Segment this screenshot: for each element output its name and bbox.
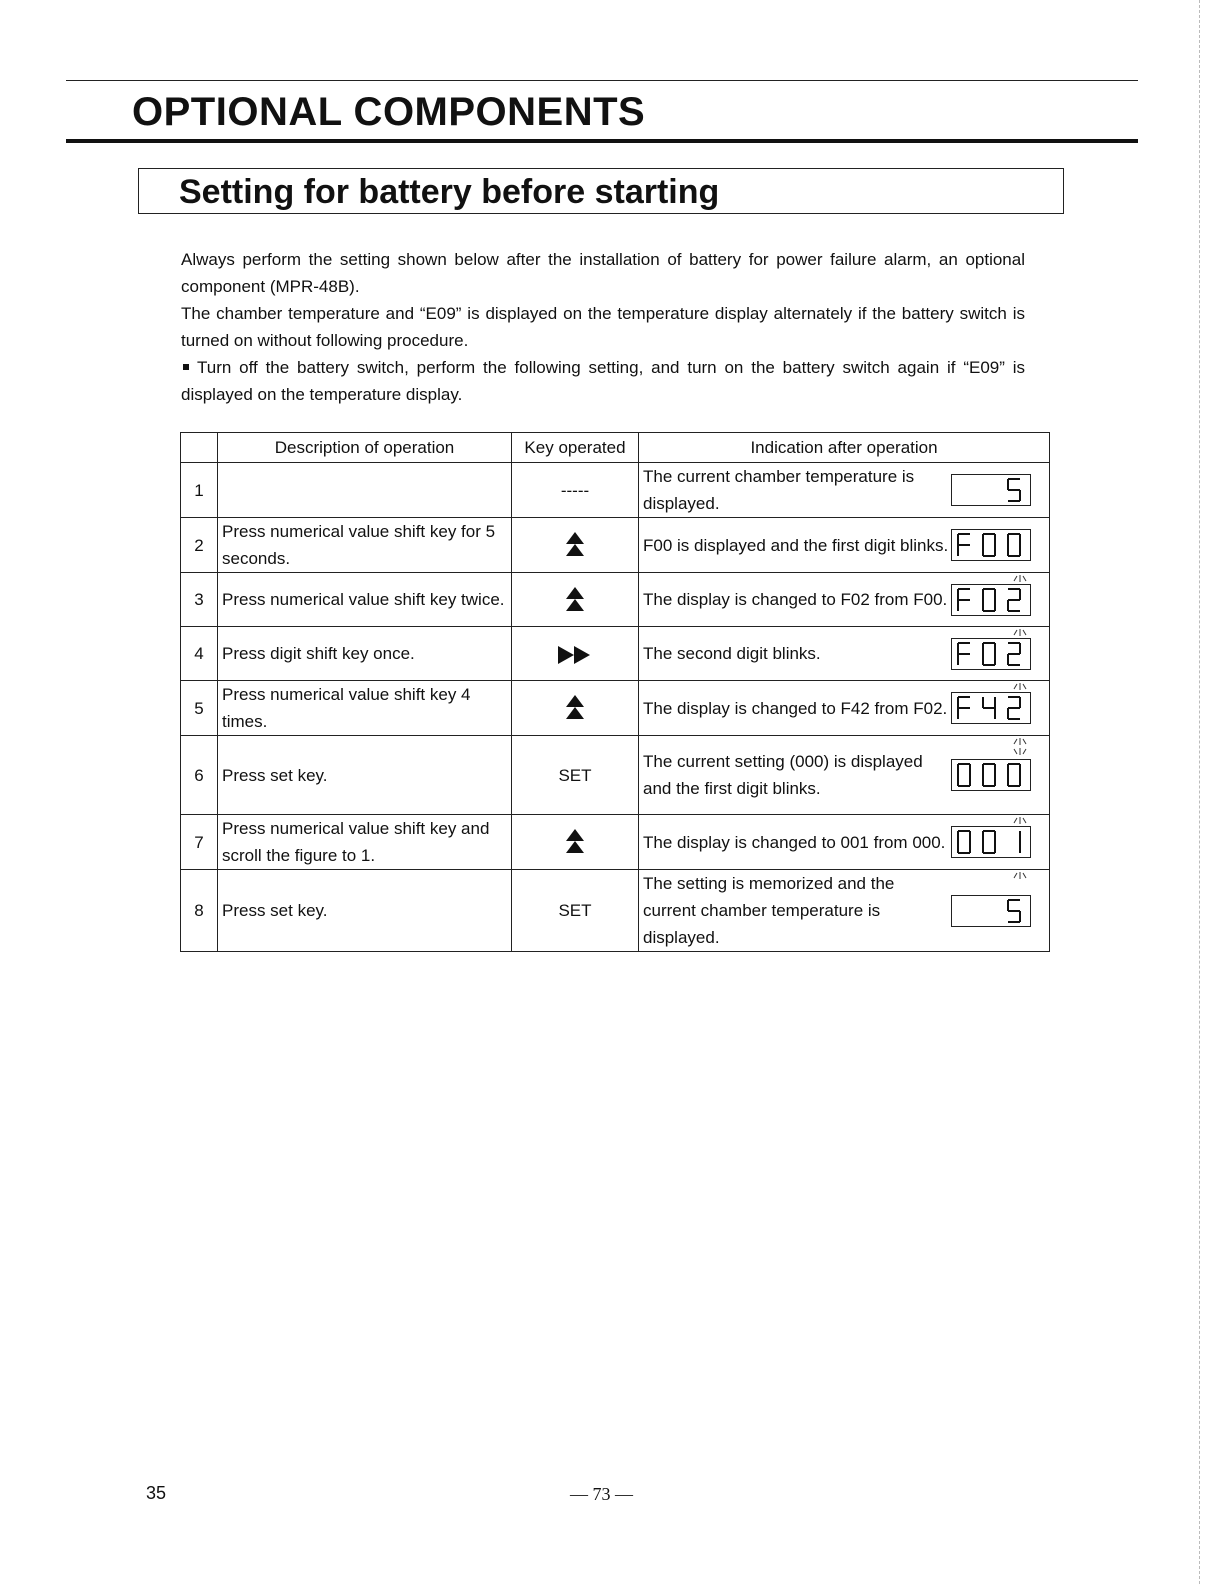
blink-indicator-icon <box>1011 816 1029 824</box>
table-row <box>181 815 1050 870</box>
blink-indicator-icon <box>1011 671 1029 679</box>
row-indication <box>639 681 1050 736</box>
indication-text: The setting is memorized and the current chamber temperature is displayed. <box>643 874 895 947</box>
indication-text: The display is changed to F42 from F02. <box>643 698 948 718</box>
page-number-center: — 73 — <box>570 1484 633 1504</box>
table-body <box>181 463 1050 952</box>
row-key <box>512 681 639 736</box>
table-row <box>181 518 1050 573</box>
row-key <box>512 518 639 573</box>
header-num <box>181 433 218 463</box>
up-arrow-icon <box>564 534 586 553</box>
blink-indicator-icon <box>1011 563 1029 571</box>
subtitle: Setting for battery before starting <box>179 173 720 211</box>
subtitle-box <box>138 168 1064 214</box>
lcd-display <box>951 895 1031 927</box>
row-key <box>512 463 639 518</box>
row-description: Press set key. <box>218 736 512 815</box>
lcd-display <box>951 584 1031 616</box>
row-key <box>512 815 639 870</box>
header-rule-top <box>66 80 1138 81</box>
row-indication <box>639 463 1050 518</box>
bullet-icon <box>183 364 189 370</box>
intro-text <box>181 246 1025 408</box>
indication-text: F00 is displayed and the first digit blinks. <box>643 535 949 555</box>
row-description <box>218 463 512 518</box>
indication-text: The display is changed to F02 from F00. <box>643 590 948 609</box>
intro-paragraph-1: Always perform the setting shown below after the installation of battery for power failure alarm, an optional component (MPR-48B). <box>181 250 1025 296</box>
row-description: Press numerical value shift key and scroll the figure to 1. <box>218 815 512 870</box>
page-number-left: 35 <box>146 1483 167 1503</box>
blink-indicator-icon <box>1011 860 1029 868</box>
scan-edge-line <box>1199 0 1200 1584</box>
key-label: SET <box>558 901 592 920</box>
row-number: 3 <box>181 573 218 627</box>
key-label: SET <box>558 765 592 785</box>
blink-indicator-icon <box>1011 805 1029 813</box>
row-indication <box>639 573 1050 627</box>
row-indication <box>639 518 1050 573</box>
row-description: Press set key. <box>218 870 512 952</box>
table-row <box>181 463 1050 518</box>
intro-bullet-text: Turn off the battery switch, perform the following setting, and turn on the battery switch again if “E09” is displayed on the temperature display. <box>181 358 1025 404</box>
lcd-display <box>951 529 1031 561</box>
row-description: Press numerical value shift key for 5 seconds. <box>218 518 512 573</box>
indication-text: The second digit blinks. <box>643 644 821 663</box>
section-title: OPTIONAL COMPONENTS <box>132 90 646 134</box>
row-description: Press digit shift key once. <box>218 627 512 681</box>
lcd-display <box>951 474 1031 506</box>
row-indication <box>639 627 1050 681</box>
table-row <box>181 870 1050 952</box>
row-description: Press numerical value shift key twice. <box>218 573 512 627</box>
row-number: 5 <box>181 681 218 736</box>
table-row <box>181 681 1050 736</box>
blink-indicator-icon <box>1011 737 1029 745</box>
row-indication <box>639 736 1050 815</box>
header-key: Key operated <box>512 433 639 463</box>
up-arrow-icon <box>564 697 586 716</box>
row-number: 6 <box>181 736 218 815</box>
key-label: ----- <box>560 480 590 500</box>
row-key <box>512 573 639 627</box>
row-number: 4 <box>181 627 218 681</box>
row-key <box>512 736 639 815</box>
row-number: 8 <box>181 870 218 952</box>
row-number: 7 <box>181 815 218 870</box>
table-row <box>181 573 1050 627</box>
up-arrow-icon <box>564 831 586 850</box>
lcd-display <box>951 759 1031 791</box>
blink-indicator-icon <box>1011 574 1029 582</box>
row-key <box>512 870 639 952</box>
row-indication <box>639 815 1050 870</box>
double-right-arrow-icon <box>556 644 594 663</box>
operation-table <box>180 432 1050 952</box>
blink-indicator-icon <box>1011 682 1029 690</box>
intro-paragraph-2: The chamber temperature and “E09” is displayed on the temperature display alternately if the battery switch is turned on without following procedure. <box>181 304 1025 350</box>
intro-bullet <box>181 354 1025 408</box>
header-indication: Indication after operation <box>639 433 1050 463</box>
blink-indicator-icon <box>1011 628 1029 636</box>
table-row <box>181 736 1050 815</box>
indication-text: The current setting (000) is displayed and the first digit blinks. <box>643 752 923 798</box>
blink-indicator-icon <box>1011 519 1029 527</box>
row-key <box>512 627 639 681</box>
table-header-row <box>181 433 1050 463</box>
row-indication <box>639 870 1050 952</box>
header-rule-bottom <box>66 139 1138 143</box>
indication-text: The display is changed to 001 from 000. <box>643 832 946 852</box>
indication-text: The current chamber temperature is displayed. <box>643 467 915 513</box>
blink-indicator-icon <box>1011 617 1029 625</box>
lcd-display <box>951 638 1031 670</box>
table-row <box>181 627 1050 681</box>
row-number: 1 <box>181 463 218 518</box>
header-description: Description of operation <box>218 433 512 463</box>
row-number: 2 <box>181 518 218 573</box>
row-description: Press numerical value shift key 4 times. <box>218 681 512 736</box>
blink-indicator-icon <box>1011 726 1029 734</box>
lcd-display <box>951 692 1031 724</box>
lcd-display <box>951 826 1031 858</box>
up-arrow-icon <box>564 589 586 608</box>
